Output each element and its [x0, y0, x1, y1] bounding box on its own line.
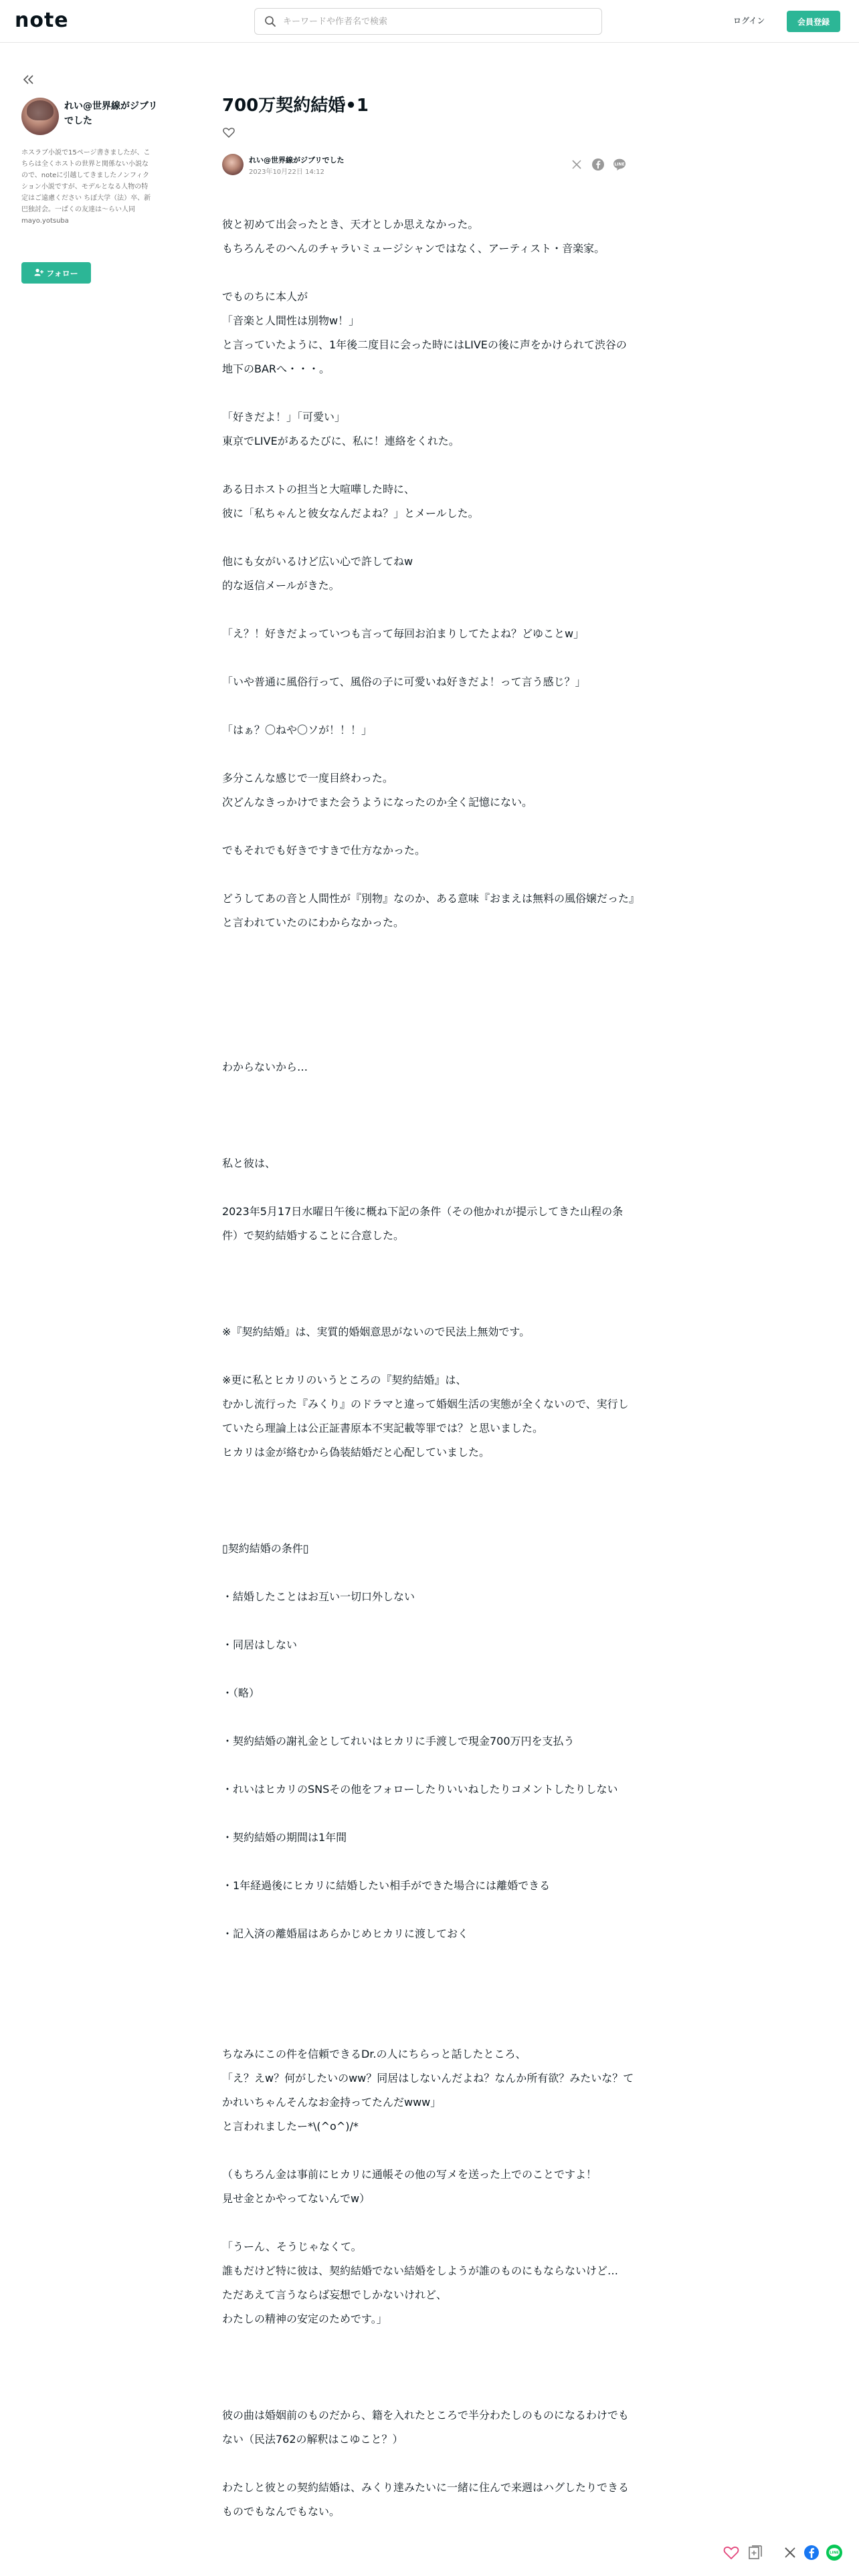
facebook-share-icon[interactable] — [803, 2544, 820, 2561]
article-paragraph: わたしと彼との契約結婚は、みくり達みたいに一緒に住んで来週はハグしたりできるものでもなんでもない。 — [222, 2481, 630, 2518]
login-link[interactable]: ログイン — [733, 16, 765, 25]
article-paragraph: 私と彼は、 — [222, 1157, 276, 1170]
follow-label: フォロー — [46, 268, 78, 278]
author-avatar[interactable] — [21, 98, 59, 135]
article-paragraph: 2023年5月17日水曜日午後に概ね下記の条件（その他かれが提示してきた山程の条件）で契約結婚することに合意した。 — [222, 1205, 624, 1242]
article-title: 700万契約結婚•1 — [222, 96, 369, 116]
article-paragraph: 「え？！好きだよっていつも言って毎回お泊まりしてたよね？どゆことw」 — [222, 627, 585, 640]
svg-text:LINE: LINE — [830, 2551, 839, 2555]
x-icon[interactable] — [570, 158, 583, 171]
note-logo[interactable]: note — [15, 9, 69, 32]
search-box[interactable] — [254, 8, 602, 35]
article-paragraph: 他にも女がいるけど広い心で許してねw 的な返信メールがきた。 — [222, 555, 413, 592]
signup-button[interactable]: 会員登録 — [787, 11, 840, 32]
article-paragraph: ちなみにこの件を信頼できるDr.の人にちらっと話したところ、 「え？えw？何がしたいのww？同居はしないんだよね？なんか所有欲？みたいな？てかれいちゃんそんなお金持ってたんだwww」 と言われましたー*\(^o^)/* — [222, 2048, 634, 2133]
article-paragraph: ・契約結婚の期間は1年間 — [222, 1831, 347, 1844]
article-paragraph — [222, 1103, 637, 1128]
meta-author-name[interactable]: れい@世界線がジブリでした — [249, 156, 345, 165]
article-paragraph: 彼と初めて出会ったとき、天才としか思えなかった。 もちろんそのへんのチャラいミュージシャンではなく、アーティスト・音楽家。 — [222, 218, 605, 255]
article-paragraph: どうしてあの音と人間性が『別物』なのか、ある意味『おまえは無料の風俗嬢だった』と言われていたのにわからなかった。 — [222, 892, 635, 929]
article-paragraph: 「うーん、そうじゃなくて。 誰もだけど特に彼は、契約結婚でない結婚をしようが誰のものにもならないけど… ただあえて言うならば妄想でしかないけれど、 わたしの精神の安定のためです。」 — [222, 2240, 619, 2325]
back-icon[interactable] — [21, 72, 36, 87]
line-icon[interactable] — [613, 158, 626, 171]
article-paragraph: （もちろん金は事前にヒカリに通帳その他の写メを送った上でのことですよ！ 見せ金とかやってないんでw） — [222, 2168, 597, 2205]
search-input[interactable] — [283, 17, 577, 27]
heart-icon[interactable] — [222, 126, 235, 139]
meta-author-avatar[interactable] — [222, 154, 244, 175]
search-icon — [264, 15, 276, 27]
article-paragraph: ・1年経過後にヒカリに結婚したい相手ができた場合には離婚できる — [222, 1879, 551, 1892]
article-paragraph: わからないから… — [222, 1061, 308, 1073]
x-share-icon[interactable] — [781, 2544, 799, 2561]
site-header — [0, 0, 859, 43]
follow-button[interactable] — [21, 262, 91, 284]
line-share-icon[interactable] — [826, 2544, 843, 2561]
article-paragraph: でもそれでも好きですきで仕方なかった。 — [222, 844, 426, 857]
article-paragraph: 「はぁ？〇ねや〇ソが！！！」 — [222, 724, 373, 736]
article-paragraph: ・（略） — [222, 1687, 260, 1699]
article-paragraph: ※『契約結婚』は、実質的婚姻意思がないので民法上無効です。 — [222, 1325, 531, 1338]
person-plus-icon — [34, 268, 43, 278]
article-paragraph: ・契約結婚の謝礼金としてれいはヒカリに手渡しで現金700万円を支払う — [222, 1735, 575, 1747]
article-paragraph: 彼の曲は婚姻前のものだから、籍を入れたところで半分わたしのものになるわけでもない（民法762の解釈はこゆこと？） — [222, 2409, 629, 2446]
article-paragraph: 多分こんな感じで一度目終わった。 次どんなきっかけでまた会うようになったのか全く記憶にない。 — [222, 772, 533, 809]
article-paragraph: 「いや普通に風俗行って、風俗の子に可愛いね好きだよ！って言う感じ？」 — [222, 675, 586, 688]
facebook-icon[interactable] — [591, 158, 605, 171]
like-heart-icon[interactable] — [723, 2544, 740, 2561]
article-paragraph: ※更に私とヒカリのいうところの『契約結婚』は、 むかし流行った『みくり』のドラマと違って婚姻生活の実態が全くないので、実行していたら理論上は公正証書原本不実記載等罪では？と思いました。 ヒカリは金が絡むから偽装結婚だと心配していました。 — [222, 1374, 629, 1459]
author-bio: ホスラブ小説で15ページ書きましたが、こちらは全くホストの世界と関係ない小説なので、noteに引越してきましたノンフィクション小説ですが、モデルとなる人物の特定はご遠慮ください ちぼ大学（法）卒、新巴独討会。一ぱくの友達は～らい人同 mayo.yotsuba — [21, 149, 151, 225]
article-paragraph: でものちに本人が 「音楽と人間性は別物w！」 と言っていたように、1年後二度目に会った時にはLIVEの後に声をかけられて渋谷の地下のBARへ・・・。 — [222, 290, 627, 375]
article-paragraph: ・結婚したことはお互い一切口外しない — [222, 1590, 415, 1603]
author-name[interactable]: れい@世界線がジブリでした — [64, 101, 158, 126]
article-paragraph: ▯契約結婚の条件▯ — [222, 1542, 309, 1555]
article-paragraph — [222, 1272, 637, 1296]
magazine-icon[interactable] — [747, 2544, 764, 2561]
article-paragraph — [222, 2355, 637, 2379]
article-paragraph: ・れいはヒカリのSNSその他をフォローしたりいいねしたりコメントしたりしない — [222, 1783, 618, 1796]
article-paragraph — [222, 1970, 637, 2018]
article-paragraph — [222, 959, 637, 1031]
article-paragraph — [222, 1489, 637, 1513]
article-paragraph: 「好きだよ！」「可愛い」 東京でLIVEがあるたびに、私に！連絡をくれた。 — [222, 411, 460, 447]
article-paragraph: ・記入済の離婚届はあらかじめヒカリに渡しておく — [222, 1927, 469, 1940]
article-body — [222, 213, 637, 2548]
publish-date: 2023年10月22日 14:12 — [249, 169, 324, 176]
article-paragraph: ・同居はしない — [222, 1638, 298, 1651]
article-paragraph: ある日ホストの担当と大喧嘩した時に、 彼に「私ちゃんと彼女なんだよね？」とメールした。 — [222, 483, 479, 520]
svg-text:LINE: LINE — [614, 162, 625, 167]
